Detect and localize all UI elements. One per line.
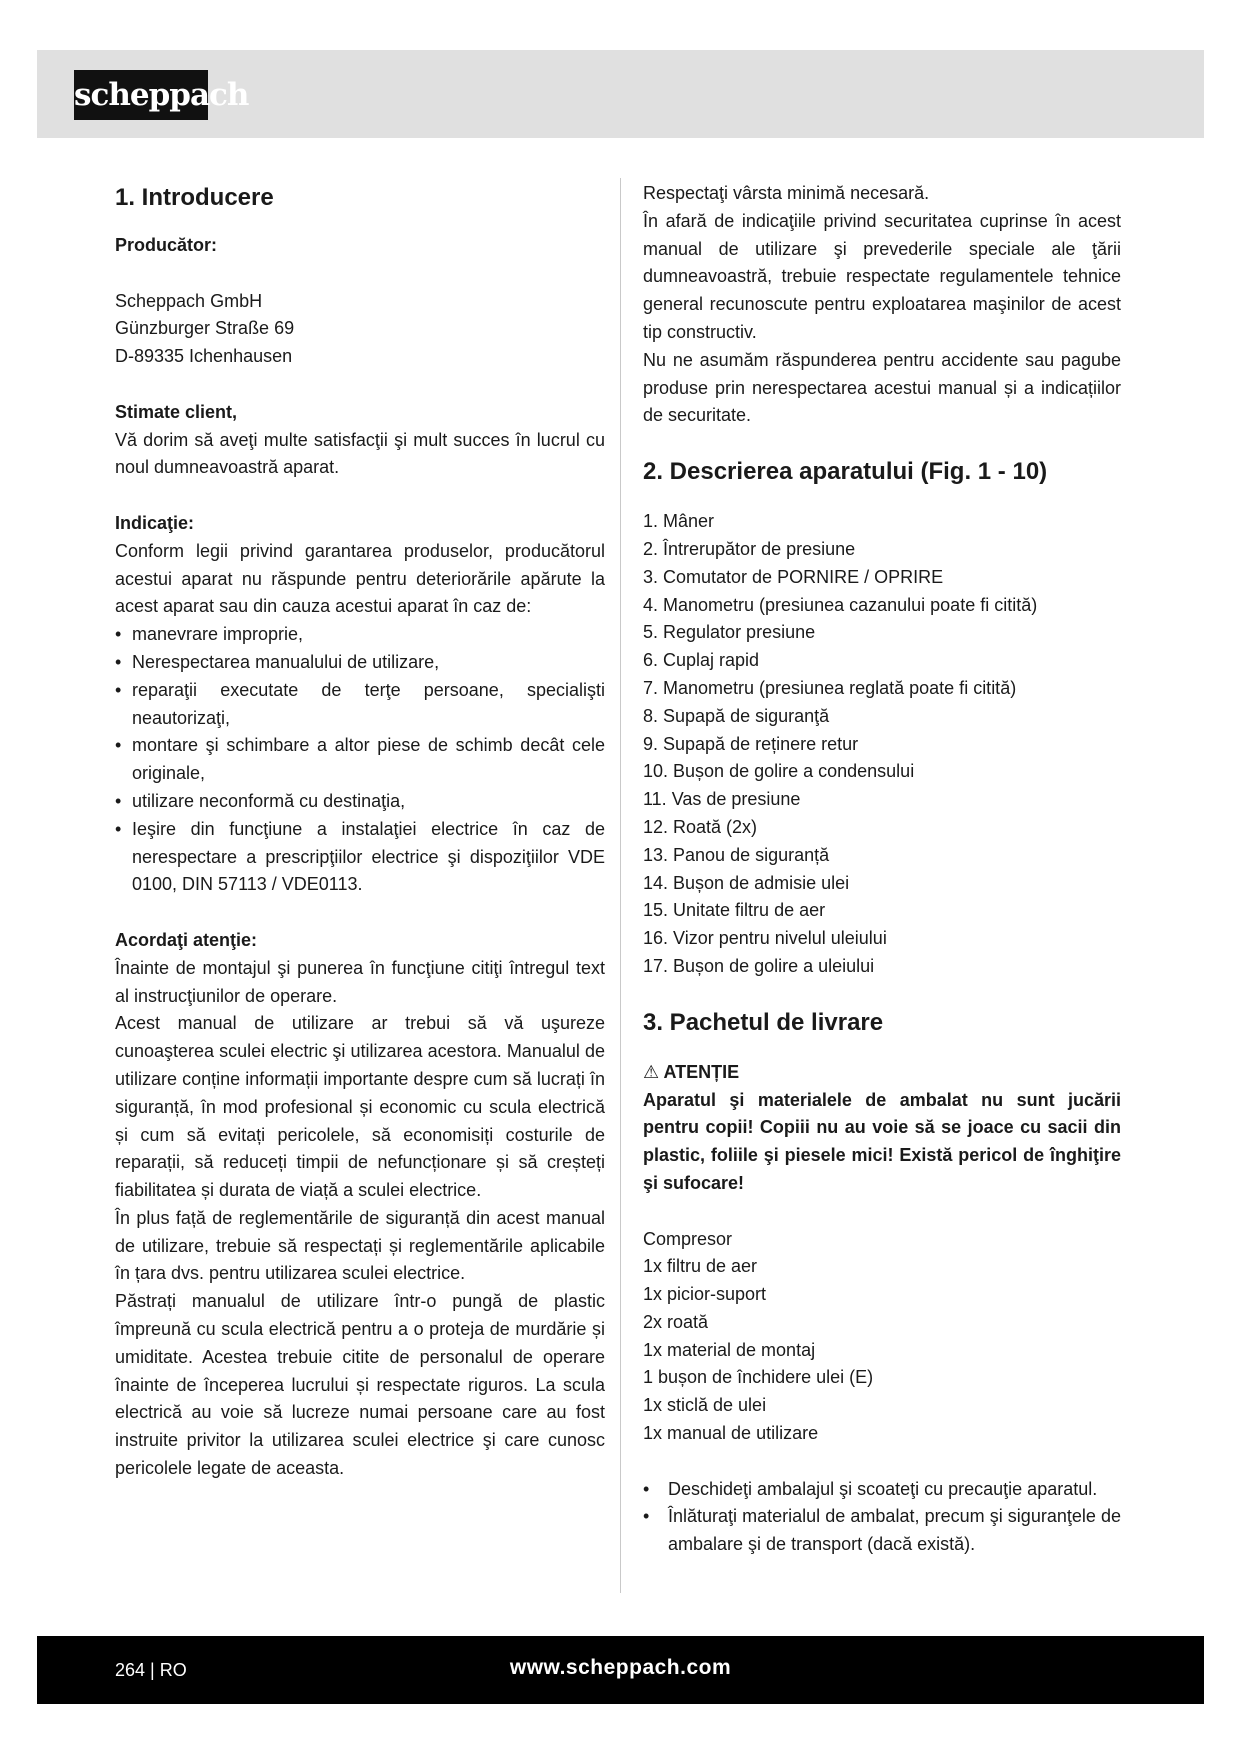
left-column — [115, 180, 605, 1483]
section-title-delivery: 3. Pachetul de livrare — [643, 1008, 884, 1036]
list-item: 11. Vas de presiune — [643, 789, 801, 810]
list-item: 3. Comutator de PORNIRE / OPRIRE — [643, 566, 944, 587]
list-item: 8. Supapă de siguranţă — [643, 705, 830, 726]
list-item: 4. Manometru (presiunea cazanului poate fi citită) — [643, 594, 1038, 615]
website-link[interactable]: www.scheppach.com — [509, 1656, 732, 1679]
address-line: Günzburger Straße 69 — [115, 318, 295, 339]
section-title-description: 2. Descrierea aparatului (Fig. 1 - 10) — [643, 458, 1048, 486]
page-header — [37, 50, 1204, 138]
column-divider — [620, 178, 621, 1593]
delivery-item: 1x material de montaj — [643, 1339, 816, 1360]
list-item: 10. Bușon de golire a condensului — [643, 761, 915, 782]
list-item: 15. Unitate filtru de aer — [643, 900, 826, 921]
list-item: • Ieşire din funcţiune a instalaţiei electrice în caz de nerespectare a prescripţiilor electrice şi dispoziţiilor VDE 0100, DIN 57113 / VDE0113. — [115, 816, 605, 899]
delivery-item: 1x sticlă de ulei — [643, 1395, 767, 1416]
warning-text: Aparatul şi materialele de ambalat nu sunt jucării pentru copii! Copiii nu au voie să se joace cu sacii din plastic, foliile şi piesele mici! Există pericol de înghiţire şi sufocare! — [643, 1089, 1121, 1193]
note-list — [115, 621, 605, 899]
list-item: • utilizare neconformă cu destinaţia, — [115, 788, 605, 816]
scheppach-logo: scheppach — [74, 70, 208, 120]
list-item: 7. Manometru (presiunea reglată poate fi citită) — [643, 677, 1017, 698]
list-item: 2. Întrerupător de presiune — [643, 538, 856, 559]
address-line: Scheppach GmbH — [115, 290, 263, 311]
page-footer — [37, 1636, 1204, 1704]
list-item: • Nerespectarea manualului de utilizare, — [115, 649, 605, 677]
note-label: Indicaţie: — [115, 512, 195, 533]
list-item: 12. Roată (2x) — [643, 816, 758, 837]
note-text: Conform legii privind garantarea produselor, producătorul acestui aparat nu răspunde pentru deteriorările apărute la acest aparat sau din cauza acestui aparat în caz de: — [115, 540, 605, 617]
unpacking-list — [643, 1476, 1121, 1559]
attention-label: Acordaţi atenţie: — [115, 929, 258, 950]
greeting-text: Vă dorim să aveţi multe satisfacţii şi mult succes în lucrul cu noul dumneavoastră aparat. — [115, 429, 605, 478]
list-item: • Înlăturaţi materialul de ambalat, precum şi siguranţele de ambalare şi de transport (dacă există). — [643, 1503, 1121, 1559]
page-number: 264 | RO — [115, 1660, 187, 1680]
greeting-label: Stimate client, — [115, 401, 238, 422]
delivery-item: Compresor — [643, 1228, 733, 1249]
intro-continuation: Respectaţi vârsta minimă necesară. În afară de indicaţiile privind securitatea cuprinse în acest manual de utilizare şi prevederile speciale ale ţării dumneavoastră, trebuie respectate regulamentele tehnice general recunoscute pentru exploatarea maşinilor de acest tip constructiv. Nu ne asumăm răspunderea pentru accidente sau pagube produse prin nerespectarea acestui manual și a indicațiilor de securitate. — [643, 183, 1121, 426]
delivery-item: 1x manual de utilizare — [643, 1423, 819, 1444]
list-item: 6. Cuplaj rapid — [643, 650, 760, 671]
delivery-item: 1x filtru de aer — [643, 1256, 758, 1277]
list-item: 9. Supapă de reținere retur — [643, 733, 859, 754]
list-item: 16. Vizor pentru nivelul uleiului — [643, 928, 887, 949]
right-column — [643, 180, 1121, 1559]
parts-list — [643, 508, 1121, 981]
list-item: 17. Bușon de golire a uleiului — [643, 955, 875, 976]
list-item: • montare şi schimbare a altor piese de schimb decât cele originale, — [115, 732, 605, 788]
list-item: • manevrare improprie, — [115, 621, 605, 649]
address-line: D-89335 Ichenhausen — [115, 346, 293, 367]
section-title-introduction: 1. Introducere — [115, 184, 274, 211]
delivery-item: 1 bușon de închidere ulei (E) — [643, 1367, 874, 1388]
list-item: 14. Bușon de admisie ulei — [643, 872, 850, 893]
attention-text: Înainte de montajul şi punerea în funcţiune citiţi întregul text al instrucţiunilor de operare. Acest manual de utilizare ar trebui să vă uşureze cunoaşterea sculei electric şi utilizarea acestora. Manualul de utilizare conține informații importante despre cum să lucrați în siguranță, în mod profesional și economic cu scula electrică și cum să evitați pericolele, să economisiți costurile de reparații, să reduceți timpii de nefuncționare și să creșteți fiabilitatea și durata de viață a sculei electrice. În plus față de reglementările de siguranță din acest manual de utilizare, trebuie să respectați și reglementările aplicabile în țara dvs. pentru utilizarea sculei electrice. Păstrați manualul de utilizare într-o pungă de plastic împreună cu scula electrică pentru a o proteja de murdărie și umiditate. Acestea trebuie citite de personalul de operare înainte de începerea lucrului și respectate riguros. La scula electrică au voie să lucreze numai persoane care au fost instruite privitor la utilizarea sculei electrice şi care cunosc pericolele legate de aceasta. — [115, 957, 605, 1479]
list-item: • Deschideţi ambalajul şi scoateţi cu precauţie aparatul. — [643, 1476, 1121, 1504]
list-item: 13. Panou de siguranță — [643, 844, 830, 865]
producer-label: Producător: — [115, 235, 218, 255]
list-item: • reparaţii executate de terţe persoane, specialişti neautorizaţi, — [115, 677, 605, 733]
delivery-item: 1x picior-suport — [643, 1284, 767, 1305]
list-item: 1. Mâner — [643, 511, 715, 532]
list-item: 5. Regulator presiune — [643, 622, 816, 643]
warning-label: ⚠ ATENȚIE — [643, 1061, 740, 1082]
delivery-item: 2x roată — [643, 1311, 709, 1332]
